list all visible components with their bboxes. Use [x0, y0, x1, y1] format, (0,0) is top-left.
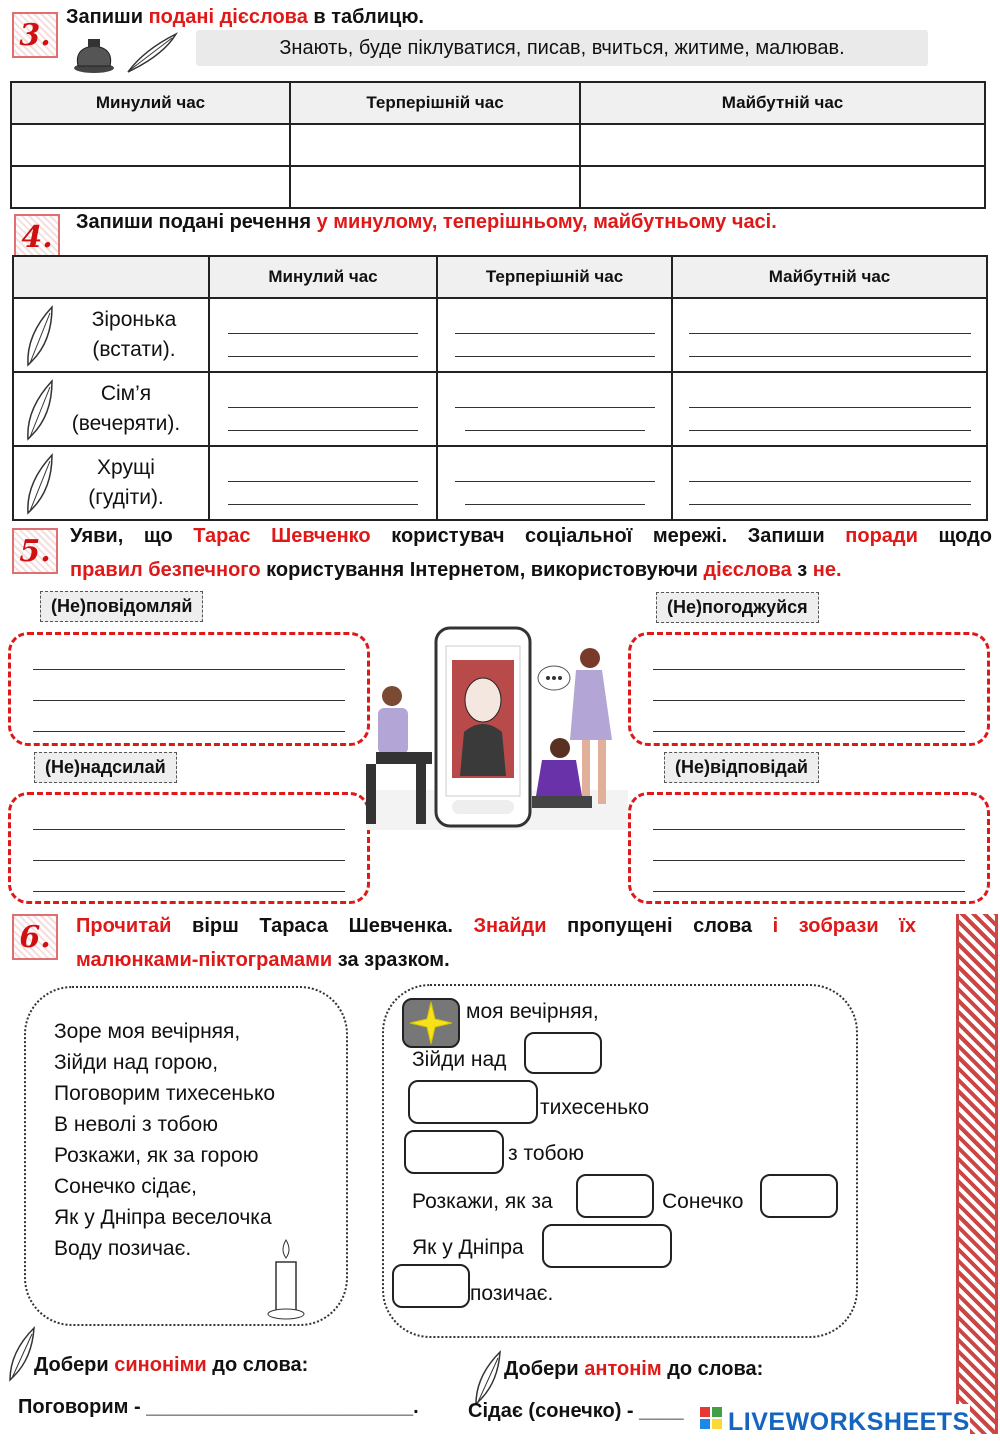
- candle-icon: [266, 1238, 306, 1320]
- synonyms-word[interactable]: Поговорим - ________________________.: [18, 1396, 419, 1418]
- pictogram-blank-gory[interactable]: [524, 1032, 602, 1074]
- social-media-illustration: [366, 620, 628, 834]
- task3-header-past: Минулий час: [11, 82, 290, 124]
- pictogram-blank-goroyu[interactable]: [576, 1174, 654, 1218]
- task4-header-empty: [13, 256, 209, 298]
- pictogram-blank-veselochka[interactable]: [542, 1224, 672, 1268]
- task4-cell-present[interactable]: [437, 446, 672, 520]
- pictogram-blank-nevoli[interactable]: [404, 1130, 504, 1174]
- tag-ne-nadsylai: (Не)надсилай: [34, 752, 177, 783]
- tag-ne-povidomlyai: (Не)повідомляй: [40, 591, 203, 622]
- answer-box-pogodzhuisya[interactable]: [628, 632, 990, 746]
- task3-cell-future-1[interactable]: [580, 124, 985, 166]
- pictogram-blank-sidaye[interactable]: [760, 1174, 838, 1218]
- answer-box-vidpovidai[interactable]: [628, 792, 990, 904]
- task6-number-badge: 6.: [12, 914, 58, 960]
- task4-header-future: Майбутній час: [672, 256, 987, 298]
- ornament-border: [956, 914, 998, 1434]
- task5-number-badge: 5.: [12, 528, 58, 574]
- task4-cell-future[interactable]: [672, 372, 987, 446]
- task4-cell-future[interactable]: [672, 298, 987, 372]
- task4-number-badge: 4.: [14, 214, 60, 260]
- tag-ne-pogodzhuisya: (Не)погоджуйся: [656, 592, 819, 623]
- task3-cell-future-2[interactable]: [580, 166, 985, 208]
- task4-cell-present[interactable]: [437, 298, 672, 372]
- tag-ne-vidpovidai: (Не)відповідай: [664, 752, 819, 783]
- task6-title: Прочитай вірш Тараса Шевченка. Знайди пропущені слова і зобрази їх малюнками-піктограмами за зразком.: [76, 915, 916, 971]
- task4-cell-present[interactable]: [437, 372, 672, 446]
- antonym-title: Добери антонім до слова:: [504, 1358, 764, 1380]
- task4-table: [12, 255, 988, 521]
- antonym-word[interactable]: Сідає (сонечко) - ____: [468, 1400, 684, 1422]
- task4-cell-past[interactable]: [209, 446, 437, 520]
- gap-line-2: Зійди над: [412, 1048, 507, 1071]
- pictogram-blank-pogovorym[interactable]: [408, 1080, 538, 1124]
- gap-line-5a: Розкажи, як за: [412, 1190, 553, 1213]
- task3-word-bank: Знають, буде піклуватися, писав, вчиться, житиме, малював.: [196, 30, 928, 66]
- task3-table: [10, 81, 986, 209]
- task3-cell-past-2[interactable]: [11, 166, 290, 208]
- task4-cell-past[interactable]: [209, 372, 437, 446]
- task5-title: Уяви, що Тарас Шевченко користувач соціальної мережі. Запиши поради щодо правил безпечного користування Інтернетом, використовуючи дієслова з не.: [70, 525, 992, 581]
- quill-icon: [22, 305, 58, 367]
- answer-box-povidomlyai[interactable]: [8, 632, 370, 746]
- task3-header-future: Майбутній час: [580, 82, 985, 124]
- task3-cell-present-2[interactable]: [290, 166, 580, 208]
- liveworksheets-logo: LIVEWORKSHEETS: [700, 1404, 970, 1440]
- gap-line-6: Як у Дніпра: [412, 1236, 524, 1259]
- task3-cell-past-1[interactable]: [11, 124, 290, 166]
- task4-row-label: Хрущі (гудіти).: [13, 446, 209, 520]
- task3-cell-present-1[interactable]: [290, 124, 580, 166]
- gap-line-7: позичає.: [470, 1282, 554, 1305]
- task4-header-present: Терперішній час: [437, 256, 672, 298]
- task4-cell-past[interactable]: [209, 298, 437, 372]
- liveworksheets-logo-icon: [700, 1407, 724, 1437]
- synonyms-title: Добери синоніми до слова:: [34, 1354, 309, 1376]
- gap-line-5b: Сонечко: [662, 1190, 744, 1213]
- task3-number-badge: 3.: [12, 12, 58, 58]
- gap-line-1: моя вечірняя,: [466, 1000, 599, 1023]
- pictogram-blank-vodu[interactable]: [392, 1264, 470, 1308]
- task3-header-present: Терперішній час: [290, 82, 580, 124]
- task4-row-label: Сім’я (вечеряти).: [13, 372, 209, 446]
- poem-text: Зоре моя вечірняя, Зійди над горою, Поговорим тихесенько В неволі з тобою Розкажи, як за горою Сонечко сідає, Як у Дніпра веселочка Воду позичає.: [54, 1020, 276, 1260]
- task4-title: Запиши подані речення у минулому, теперішньому, майбутньому часі.: [76, 211, 777, 233]
- gap-line-3: тихесенько: [540, 1096, 650, 1119]
- task3-title: Запиши подані дієслова в таблицю.: [66, 6, 424, 28]
- inkwell-icon: [70, 34, 118, 74]
- star-icon: [408, 1000, 454, 1046]
- gap-line-4: з тобою: [508, 1142, 584, 1165]
- task4-row-label: Зіронька (встати).: [13, 298, 209, 372]
- star-pictogram-sample: [402, 998, 460, 1048]
- task4-cell-future[interactable]: [672, 446, 987, 520]
- answer-box-nadsylai[interactable]: [8, 792, 370, 904]
- task4-header-past: Минулий час: [209, 256, 437, 298]
- quill-icon: [124, 30, 180, 74]
